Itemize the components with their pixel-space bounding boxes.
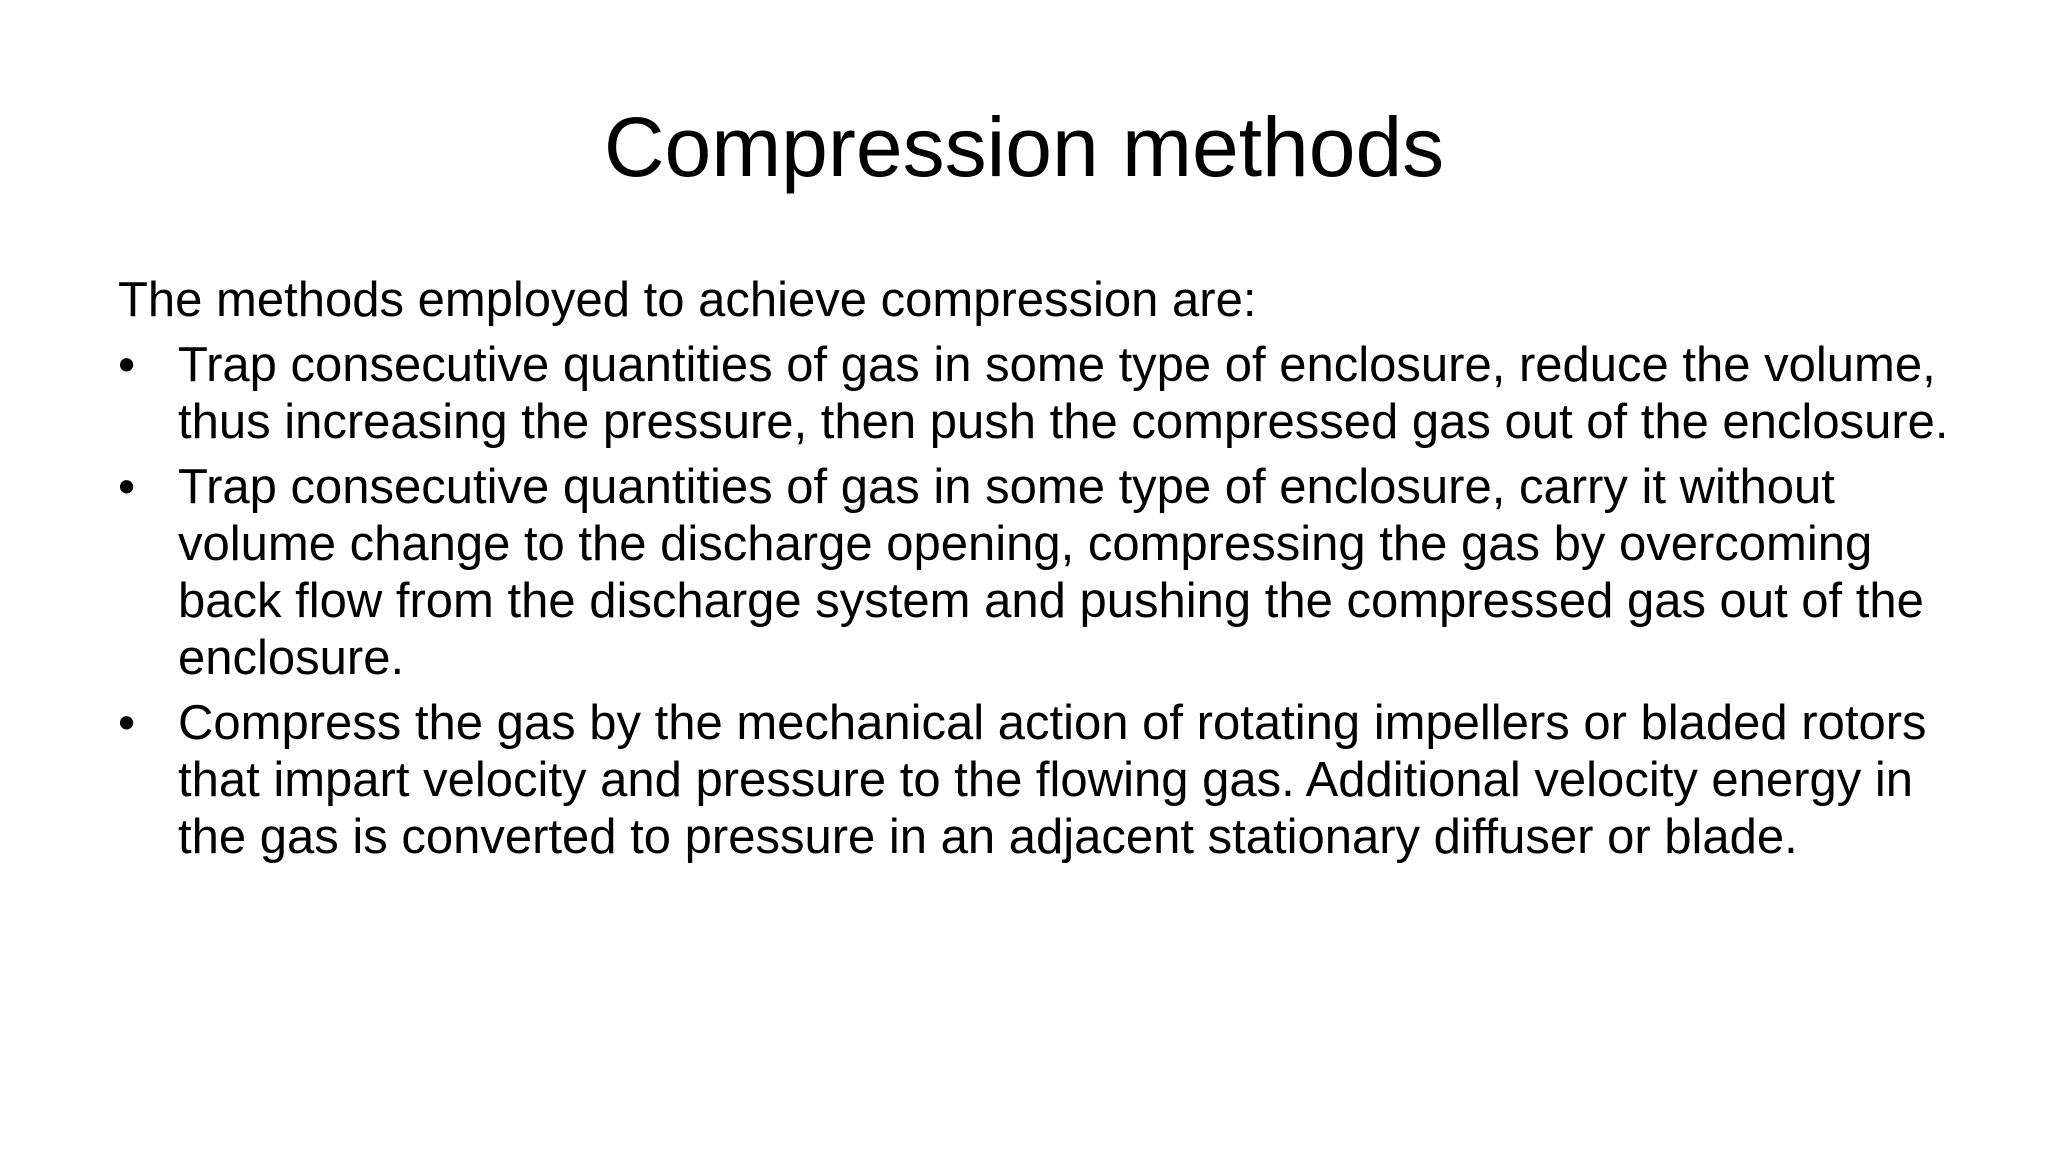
bullet-item: [118, 459, 1968, 687]
bullet-item: [118, 695, 1968, 866]
bullet-text: Trap consecutive quantities of gas in some type of enclosure, reduce the volume, thus increasing the pressure, then push the compressed gas out of the enclosure.: [178, 338, 1949, 449]
bullet-icon: •: [118, 696, 136, 750]
bullet-list: [118, 337, 1968, 866]
bullet-text: Compress the gas by the mechanical action of rotating impellers or bladed rotors that impart velocity and pressure to the flowing gas. Additional velocity energy in the gas is converted to pressure in an adjacent stationary diffuser or blade.: [178, 696, 1927, 864]
slide-title: Compression methods: [603, 100, 1445, 194]
slide-body: [118, 272, 1968, 874]
bullet-text: Trap consecutive quantities of gas in some type of enclosure, carry it without volume change to the discharge opening, compressing the gas by overcoming back flow from the discharge system and pushing the compressed gas out of the enclosure.: [178, 460, 1924, 685]
bullet-item: [118, 337, 1968, 451]
bullet-icon: •: [118, 338, 136, 392]
bullet-icon: •: [118, 460, 136, 514]
intro-text: The methods employed to achieve compression are:: [118, 273, 1257, 327]
